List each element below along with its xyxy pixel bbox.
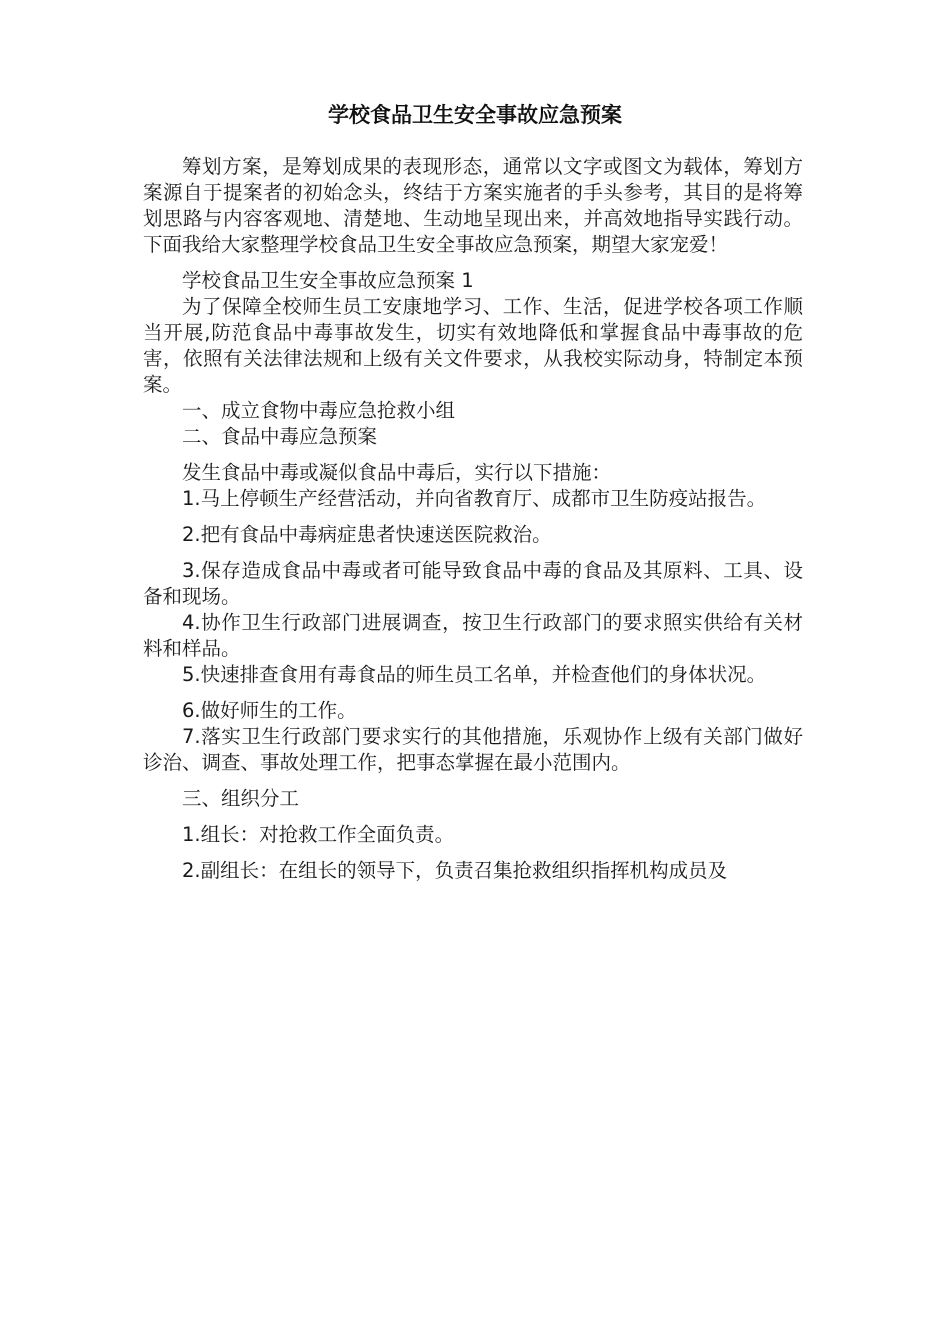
document-body: [143, 154, 803, 884]
heading-rescue-group: 一、成立食物中毒应急抢救小组: [182, 399, 456, 422]
measure-item-3: 3.保存造成食品中毒或者可能导致食品中毒的食品及其原料、工具、设备和现场。: [143, 559, 803, 608]
section-heading-plan-1: 学校食品卫生安全事故应急预案 1: [182, 269, 474, 292]
measures-intro: 发生食品中毒或凝似食品中毒后，实行以下措施：: [182, 461, 612, 484]
role-leader: 1.组长：对抢救工作全面负责。: [182, 823, 455, 846]
heading-poisoning-plan: 二、食品中毒应急预案: [182, 425, 378, 448]
measure-item-5: 5.快速排查食用有毒食品的师生员工名单，并检查他们的身体状况。: [182, 663, 767, 686]
heading-organization: 三、组织分工: [182, 787, 300, 810]
measure-item-1: 1.马上停顿生产经营活动，并向省教育厅、成都市卫生防疫站报告。: [182, 487, 767, 510]
measure-item-4: 4.协作卫生行政部门进展调查，按卫生行政部门的要求照实供给有关材料和样品。: [143, 611, 803, 660]
measure-item-7: 7.落实卫生行政部门要求实行的其他措施，乐观协作上级有关部门做好诊治、调查、事故处理工作，把事态掌握在最小范围内。: [143, 725, 803, 774]
measure-item-6: 6.做好师生的工作。: [182, 699, 357, 722]
role-deputy-leader: 2.副组长：在组长的领导下，负责召集抢救组织指挥机构成员及: [182, 859, 728, 882]
purpose-paragraph: 为了保障全校师生员工安康地学习、工作、生活，促进学校各项工作顺当开展,防范食品中毒事故发生，切实有效地降低和掌握食品中毒事故的危害，依照有关法律法规和上级有关文件要求，从我校实际动身，特制定本预案。: [143, 295, 803, 396]
intro-paragraph: 筹划方案，是筹划成果的表现形态，通常以文字或图文为载体，筹划方案源自于提案者的初始念头，终结于方案实施者的手头参考，其目的是将筹划思路与内容客观地、清楚地、生动地呈现出来，并高效地指导实践行动。下面我给大家整理学校食品卫生安全事故应急预案，期望大家宠爱！: [143, 155, 803, 256]
document-title: 学校食品卫生安全事故应急预案: [328, 103, 622, 127]
measure-item-2: 2.把有食品中毒病症患者快速送医院救治。: [182, 523, 552, 546]
